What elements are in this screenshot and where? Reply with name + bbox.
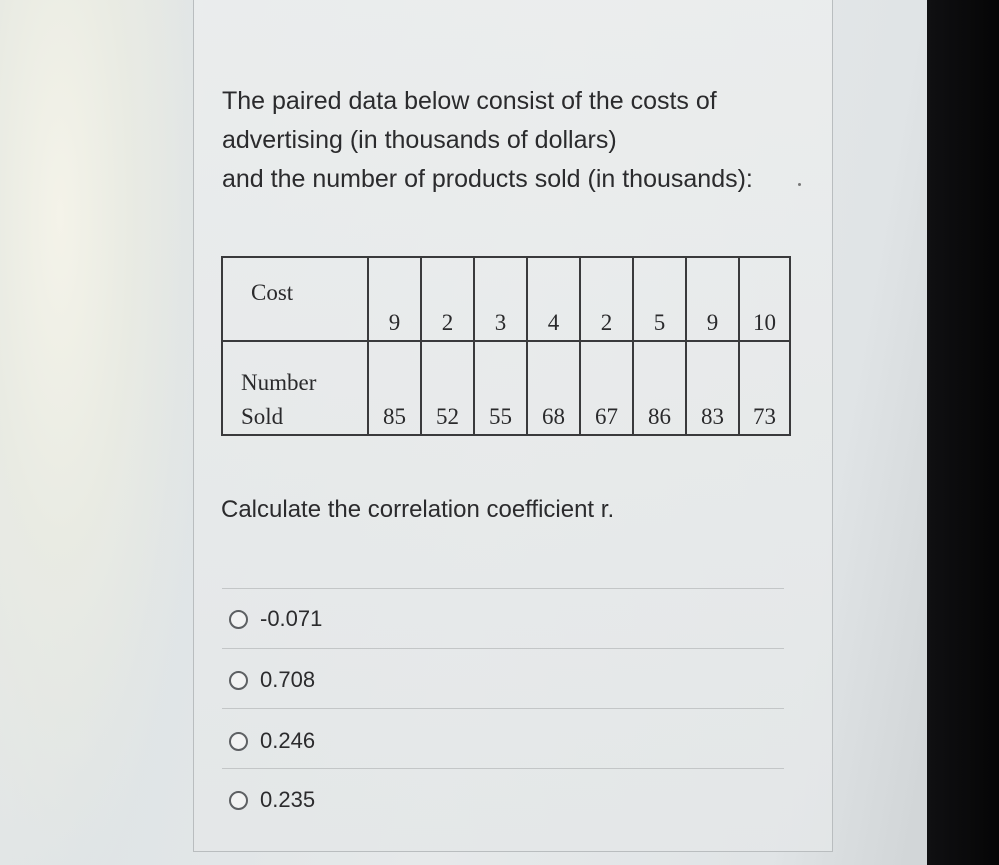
question-line-1: The paired data below consist of the costs of	[222, 87, 717, 115]
cost-cell: 2	[580, 257, 633, 341]
option-label: 0.246	[260, 728, 316, 753]
sold-cell: 86	[633, 341, 686, 435]
sold-label-cell	[222, 341, 368, 435]
screen-bezel	[927, 0, 999, 865]
data-table	[221, 256, 791, 436]
sold-cell: 67	[580, 341, 633, 435]
answer-option-3[interactable]	[229, 728, 315, 754]
stray-dot	[798, 183, 801, 186]
answer-option-2[interactable]	[229, 667, 315, 693]
sold-cell: 73	[739, 341, 790, 435]
cost-cell: 2	[421, 257, 474, 341]
radio-button[interactable]	[229, 791, 248, 810]
cost-cell: 10	[739, 257, 790, 341]
cost-cell: 3	[474, 257, 527, 341]
option-label: 0.708	[260, 667, 316, 692]
sold-label-line-2: Sold	[241, 404, 284, 429]
cost-cell: 4	[527, 257, 580, 341]
question-line-2: advertising (in thousands of dollars)	[222, 126, 617, 154]
sold-cell: 83	[686, 341, 739, 435]
separator	[222, 648, 784, 649]
prompt-text: Calculate the correlation coefficient r.	[221, 496, 615, 523]
sold-label	[223, 342, 367, 434]
sold-cell: 55	[474, 341, 527, 435]
sold-cell: 85	[368, 341, 421, 435]
cost-cell: 9	[368, 257, 421, 341]
radio-button[interactable]	[229, 610, 248, 629]
sold-row	[222, 341, 790, 435]
radio-button[interactable]	[229, 671, 248, 690]
question-line-3: and the number of products sold (in thousands):	[222, 165, 753, 193]
radio-button[interactable]	[229, 732, 248, 751]
cost-row	[222, 257, 790, 341]
separator	[222, 708, 784, 709]
separator	[222, 588, 784, 589]
cost-label-cell	[222, 257, 368, 341]
cost-cell: 5	[633, 257, 686, 341]
cost-cell: 9	[686, 257, 739, 341]
sold-cell: 68	[527, 341, 580, 435]
sold-label-line-1: Number	[241, 370, 317, 395]
answer-option-1[interactable]	[229, 606, 322, 632]
separator	[222, 768, 784, 769]
background-glare	[0, 0, 200, 865]
option-label: -0.071	[260, 606, 323, 631]
sold-cell: 52	[421, 341, 474, 435]
answer-option-4[interactable]	[229, 787, 315, 813]
cost-label: Cost	[251, 280, 294, 305]
option-label: 0.235	[260, 787, 316, 812]
question-text	[222, 82, 782, 199]
